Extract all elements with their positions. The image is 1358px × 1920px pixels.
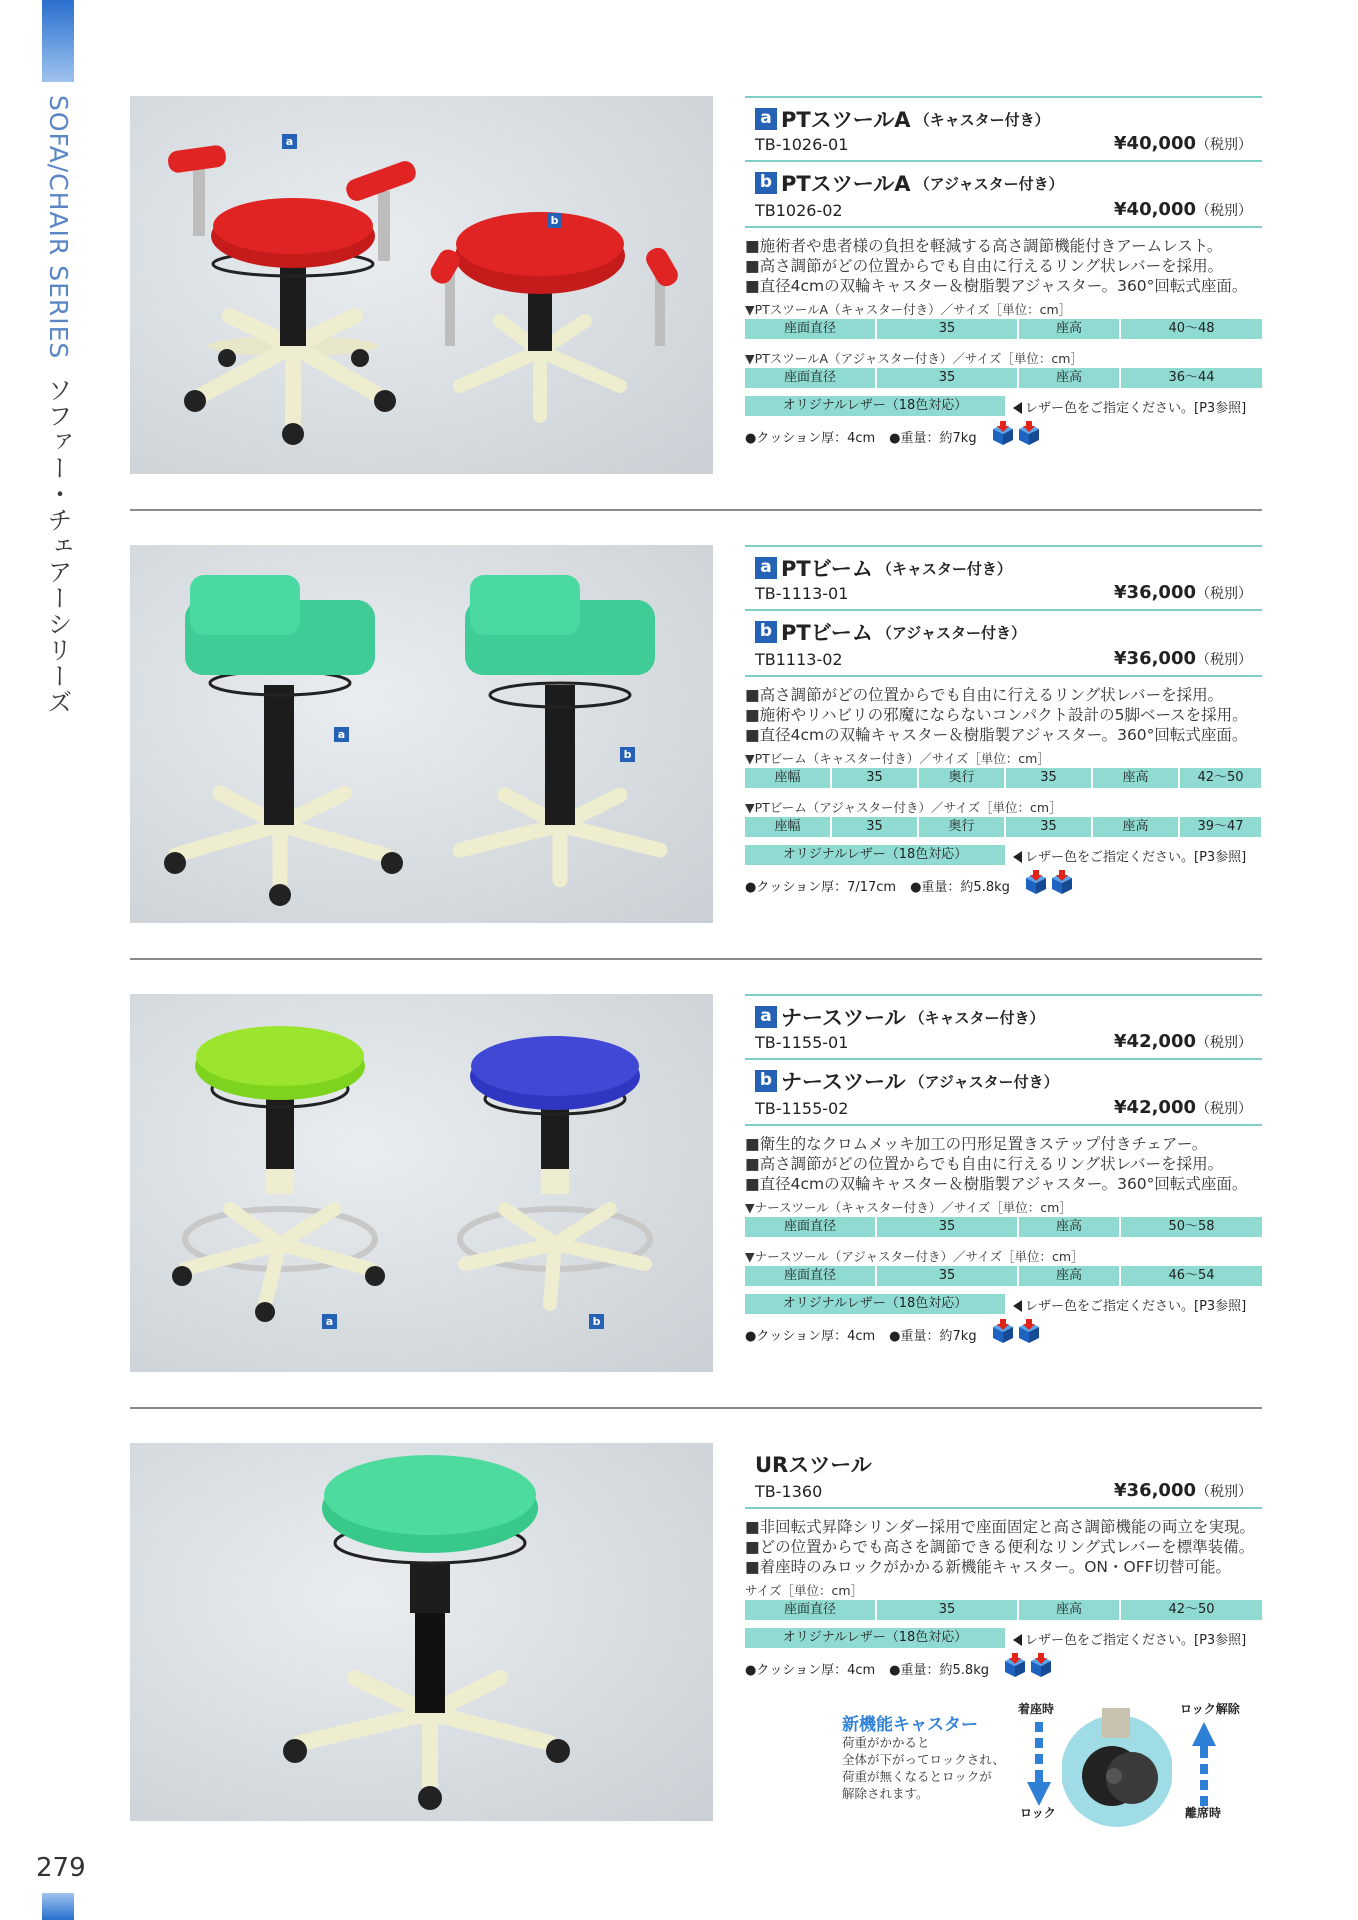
stool-a-illustration	[172, 1026, 385, 1322]
stool-illustration	[130, 1443, 713, 1821]
side-accent-bottom	[42, 1893, 74, 1920]
photo-tag-b: b	[547, 213, 562, 228]
spec-label: サイズ［単位：cm］	[745, 1583, 864, 1598]
product-price: ¥42,000（税別）	[1114, 1097, 1252, 1118]
product-entry	[745, 1060, 1262, 1126]
photo-tag-a: a	[282, 134, 297, 149]
product-code: TB-1155-01	[755, 1033, 849, 1052]
spec-table-row: 座面直径 35 座高 36〜44	[745, 368, 1262, 388]
product-description: ■施術者や患者様の負担を軽減する高さ調節機能付きアームレスト。 ■高さ調節がどの位置からでも自由に行えるリング状レバーを採用。 ■直径4cmの双輪キャスター＆樹脂製アジャスター。360°回転式座面。	[745, 237, 1248, 295]
product-description: ■衛生的なクロムメッキ加工の円形足置きステップ付きチェアー。 ■高さ調節がどの位置からでも自由に行えるリング状レバーを採用。 ■直径4cmの双輪キャスター＆樹脂製アジャスター。360°回転式座面。	[745, 1135, 1248, 1193]
product-entry	[745, 96, 1262, 162]
product-code: TB-1113-01	[755, 584, 849, 603]
weight: ●重量：約7kg	[889, 430, 977, 446]
product-section-pt-beam	[130, 545, 1262, 923]
spec-footer	[745, 422, 1262, 450]
leather-row	[745, 845, 1262, 865]
product-tag: a	[755, 108, 777, 130]
spec-footer	[745, 1320, 1262, 1348]
product-name: URスツール	[755, 1453, 872, 1477]
product-name: ナースツール	[781, 1070, 906, 1094]
product-tag: a	[755, 1006, 777, 1028]
photo-tag-a: a	[334, 727, 349, 742]
arrow-up-icon	[1192, 1722, 1216, 1812]
spec-label: ▼PTスツールA（アジャスター付き）／サイズ［単位：cm］	[745, 351, 1083, 366]
cushion-thickness: ●クッション厚：4cm	[745, 430, 876, 446]
product-entry	[745, 611, 1262, 677]
pointer-left-icon	[1013, 1300, 1022, 1312]
spec-label: ▼PTスツールA（キャスター付き）／サイズ［単位：cm］	[745, 302, 1072, 317]
stool-illustration	[130, 994, 713, 1372]
product-entry	[745, 545, 1262, 611]
product-code: TB-1026-01	[755, 135, 849, 154]
product-code: TB1113-02	[755, 650, 843, 669]
product-entry	[745, 162, 1262, 228]
leather-row	[745, 1294, 1262, 1314]
product-photo	[130, 545, 713, 923]
spec-footer	[745, 1654, 1262, 1682]
leather-option: オリジナルレザー（18色対応）	[745, 1294, 1005, 1314]
stool-a-illustration	[164, 575, 403, 906]
pointer-left-icon	[1013, 851, 1022, 863]
product-variant: （キャスター付き）	[876, 559, 1012, 578]
weight: ●重量：約5.8kg	[910, 879, 1010, 895]
spec-label: ▼ナースツール（キャスター付き）／サイズ［単位：cm］	[745, 1200, 1072, 1215]
pointer-left-icon	[1013, 402, 1022, 414]
spec-label: ▼PTビーム（キャスター付き）／サイズ［単位：cm］	[745, 751, 1050, 766]
stool-illustration	[130, 545, 713, 923]
delivery-cube-icon	[991, 421, 1041, 451]
photo-tag-a: a	[322, 1314, 337, 1329]
product-price: ¥36,000（税別）	[1114, 582, 1252, 603]
product-photo	[130, 994, 713, 1372]
product-name: ナースツール	[781, 1006, 906, 1030]
photo-tag-b: b	[620, 747, 635, 762]
lock-label: ロック	[1020, 1806, 1056, 1820]
leather-option: オリジナルレザー（18色対応）	[745, 1628, 1005, 1648]
page-number: 279	[36, 1853, 86, 1883]
spec-table-row: 座面直径 35 座高 46〜54	[745, 1266, 1262, 1286]
leather-note: レザー色をご指定ください。[P3参照]	[1025, 400, 1247, 416]
product-code: TB-1360	[755, 1482, 823, 1501]
delivery-cube-icon	[1024, 870, 1074, 900]
product-price: ¥42,000（税別）	[1114, 1031, 1252, 1052]
side-accent-top	[42, 0, 74, 82]
unlock-label: ロック解除	[1180, 1702, 1240, 1716]
product-tag: b	[755, 1070, 777, 1092]
product-code: TB1026-02	[755, 201, 843, 220]
product-tag: b	[755, 172, 777, 194]
leather-note: レザー色をご指定ください。[P3参照]	[1025, 1632, 1247, 1648]
cushion-thickness: ●クッション厚：7/17cm	[745, 879, 897, 895]
product-section-nurse-stool	[130, 994, 1262, 1372]
caster-wheel-illustration	[1062, 1696, 1172, 1836]
product-description: ■高さ調節がどの位置からでも自由に行えるリング状レバーを採用。 ■施術やリハビリの邪魔にならないコンパクト設計の5脚ベースを採用。 ■直径4cmの双輪キャスター＆樹脂製アジャスター。360°回転式座面。	[745, 686, 1248, 744]
product-variant: （アジャスター付き）	[909, 1072, 1059, 1091]
spec-table-row: 座面直径 35 座高 40〜48	[745, 319, 1262, 339]
cushion-thickness: ●クッション厚：4cm	[745, 1328, 876, 1344]
product-tag: b	[755, 621, 777, 643]
product-price: ¥36,000（税別）	[1114, 648, 1252, 669]
stool-illustration	[130, 96, 713, 474]
spec-label: ▼PTビーム（アジャスター付き）／サイズ［単位：cm］	[745, 800, 1062, 815]
pointer-left-icon	[1013, 1634, 1022, 1646]
arrow-down-icon	[1027, 1722, 1051, 1812]
stool-a-illustration	[167, 144, 419, 445]
product-name: PTビーム	[781, 557, 873, 581]
section-divider	[130, 958, 1262, 960]
product-name: PTビーム	[781, 621, 873, 645]
series-title: SOFA/CHAIR SERIES ソファー・チェアーシリーズ	[44, 95, 73, 716]
product-price: ¥40,000（税別）	[1114, 133, 1252, 154]
spec-table-row: 座面直径 35 座高 42〜50	[745, 1600, 1262, 1620]
product-price: ¥36,000（税別）	[1114, 1480, 1252, 1501]
leather-option: オリジナルレザー（18色対応）	[745, 396, 1005, 416]
spec-label: ▼ナースツール（アジャスター付き）／サイズ［単位：cm］	[745, 1249, 1084, 1264]
product-variant: （アジャスター付き）	[876, 623, 1026, 642]
leather-row	[745, 396, 1262, 416]
delivery-cube-icon	[991, 1319, 1041, 1349]
spec-table-row: 座面直径 35 座高 50〜58	[745, 1217, 1262, 1237]
product-entry	[745, 994, 1262, 1060]
product-entry	[745, 1443, 1262, 1509]
product-photo	[130, 96, 713, 474]
cushion-thickness: ●クッション厚：4cm	[745, 1662, 876, 1678]
leather-option: オリジナルレザー（18色対応）	[745, 845, 1005, 865]
spec-footer	[745, 871, 1262, 899]
stool-b-illustration	[460, 1036, 650, 1304]
product-name: PTスツールA	[781, 108, 911, 132]
seated-label: 着座時	[1018, 1702, 1055, 1716]
product-variant: （キャスター付き）	[914, 110, 1050, 129]
caster-callout	[700, 1700, 1270, 1840]
leave-label: 離席時	[1185, 1806, 1222, 1820]
product-info	[745, 545, 1262, 899]
leather-note: レザー色をご指定ください。[P3参照]	[1025, 1298, 1247, 1314]
product-description: ■非回転式昇降シリンダー採用で座面固定と高さ調節機能の両立を実現。 ■どの位置からでも高さを調節できる便利なリング式レバーを標準装備。 ■着座時のみロックがかかる新機能キャスター。ON・OFF切替可能。	[745, 1518, 1256, 1576]
product-tag: a	[755, 557, 777, 579]
delivery-cube-icon	[1003, 1653, 1053, 1683]
stool-b-illustration	[460, 575, 660, 880]
caster-title: 新機能キャスター	[842, 1715, 978, 1735]
section-divider	[130, 509, 1262, 511]
product-code: TB-1155-02	[755, 1099, 849, 1118]
weight: ●重量：約7kg	[889, 1328, 977, 1344]
spec-table-row: 座幅 35 奥行 35 座高 39〜47	[745, 817, 1262, 837]
leather-note: レザー色をご指定ください。[P3参照]	[1025, 849, 1247, 865]
weight: ●重量：約5.8kg	[889, 1662, 989, 1678]
product-section-pt-stool-a	[130, 96, 1262, 474]
photo-tag-b: b	[589, 1314, 604, 1329]
product-info	[745, 994, 1262, 1348]
product-price: ¥40,000（税別）	[1114, 199, 1252, 220]
stool-b-illustration	[427, 212, 682, 416]
section-divider	[130, 1407, 1262, 1409]
product-variant: （アジャスター付き）	[914, 174, 1064, 193]
product-variant: （キャスター付き）	[909, 1008, 1045, 1027]
caster-description: 荷重がかかると 全体が下がってロックされ、 荷重が無くなるとロックが 解除されます。	[842, 1735, 1006, 1801]
leather-row	[745, 1628, 1262, 1648]
product-photo	[130, 1443, 713, 1821]
spec-table-row: 座幅 35 奥行 35 座高 42〜50	[745, 768, 1262, 788]
stool-ur-illustration	[283, 1455, 570, 1810]
product-info	[745, 96, 1262, 450]
product-name: PTスツールA	[781, 172, 911, 196]
product-info	[745, 1443, 1262, 1682]
